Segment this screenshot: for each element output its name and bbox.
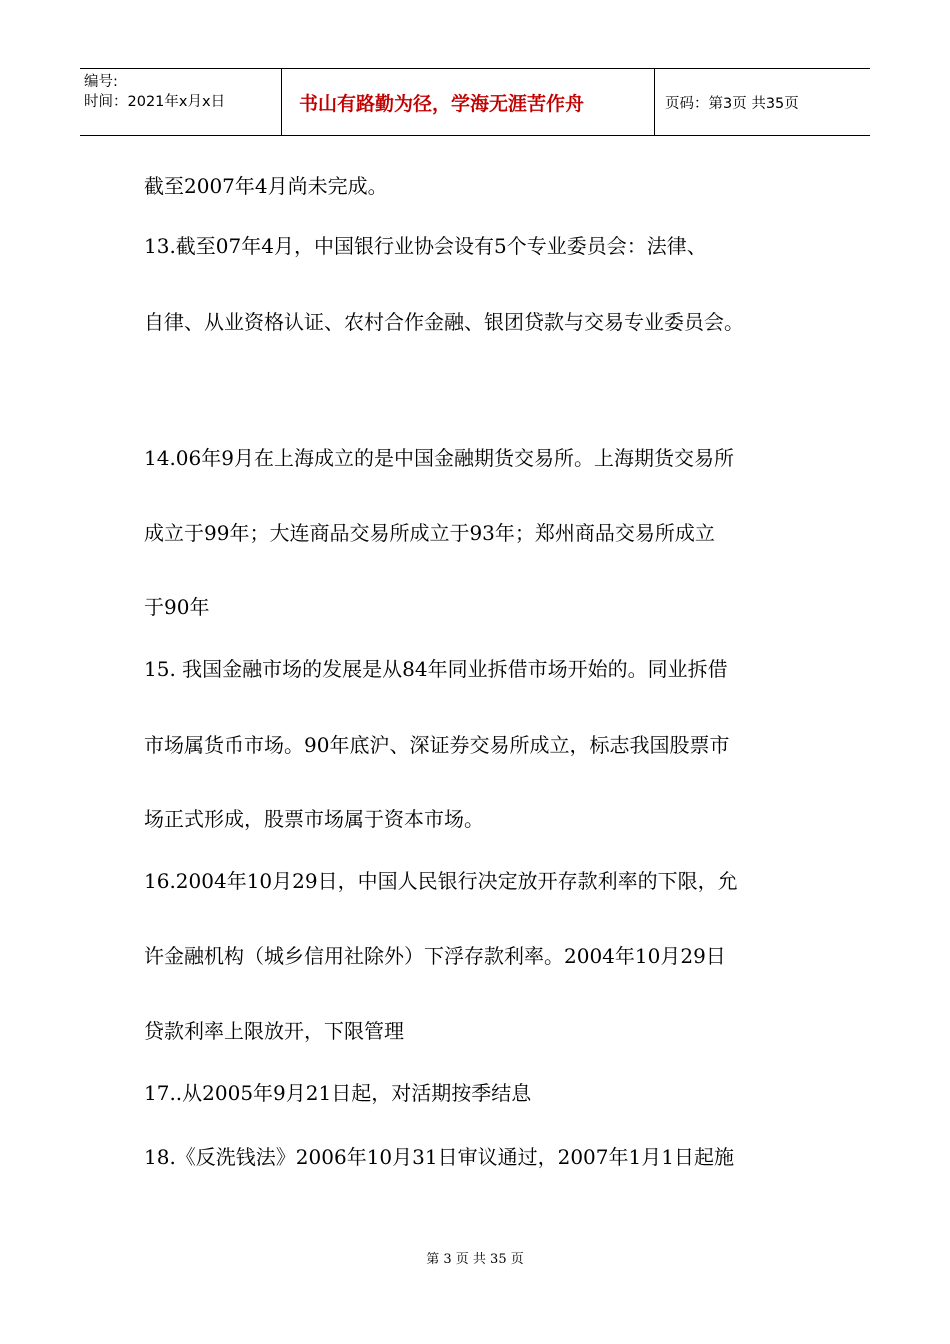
text-line: 15. 我国金融市场的发展是从84年同业拆借市场开始的。同业拆借 <box>144 657 728 681</box>
time-label: 时间：2021年x月x日 <box>84 94 226 110</box>
text-line: 贷款利率上限放开，下限管理 <box>144 1019 404 1043</box>
text-line: 截至2007年4月尚未完成。 <box>144 174 388 198</box>
header-meta-cell <box>80 69 282 135</box>
page-footer: 第 3 页 共 35 页 <box>426 1252 524 1267</box>
text-line: 市场属货币市场。90年底沪、深证券交易所成立，标志我国股票市 <box>144 733 730 757</box>
text-line: 许金融机构（城乡信用社除外）下浮存款利率。2004年10月29日 <box>144 944 726 968</box>
text-line: 14.06年9月在上海成立的是中国金融期货交易所。上海期货交易所 <box>144 446 734 470</box>
text-line: 成立于99年；大连商品交易所成立于93年；郑州商品交易所成立 <box>144 521 715 545</box>
text-line: 自律、从业资格认证、农村合作金融、银团贷款与交易专业委员会。 <box>144 310 744 334</box>
text-line: 13.截至07年4月，中国银行业协会设有5个专业委员会：法律、 <box>144 234 707 258</box>
text-line: 16.2004年10月29日，中国人民银行决定放开存款利率的下限，允 <box>144 869 738 893</box>
text-line: 于90年 <box>144 595 210 619</box>
header-motto-cell <box>282 69 655 135</box>
number-label: 编号: <box>84 74 118 90</box>
header-page-cell <box>655 69 870 135</box>
text-line: 17..从2005年9月21日起，对活期按季结息 <box>144 1081 532 1105</box>
page-info: 页码：第3页 共35页 <box>665 95 799 112</box>
text-line: 18.《反洗钱法》2006年10月31日审议通过，2007年1月1日起施 <box>144 1145 734 1169</box>
motto-text: 书山有路勤为径，学海无涯苦作舟 <box>299 92 585 115</box>
document-header <box>80 68 870 136</box>
text-line: 场正式形成，股票市场属于资本市场。 <box>144 807 484 831</box>
